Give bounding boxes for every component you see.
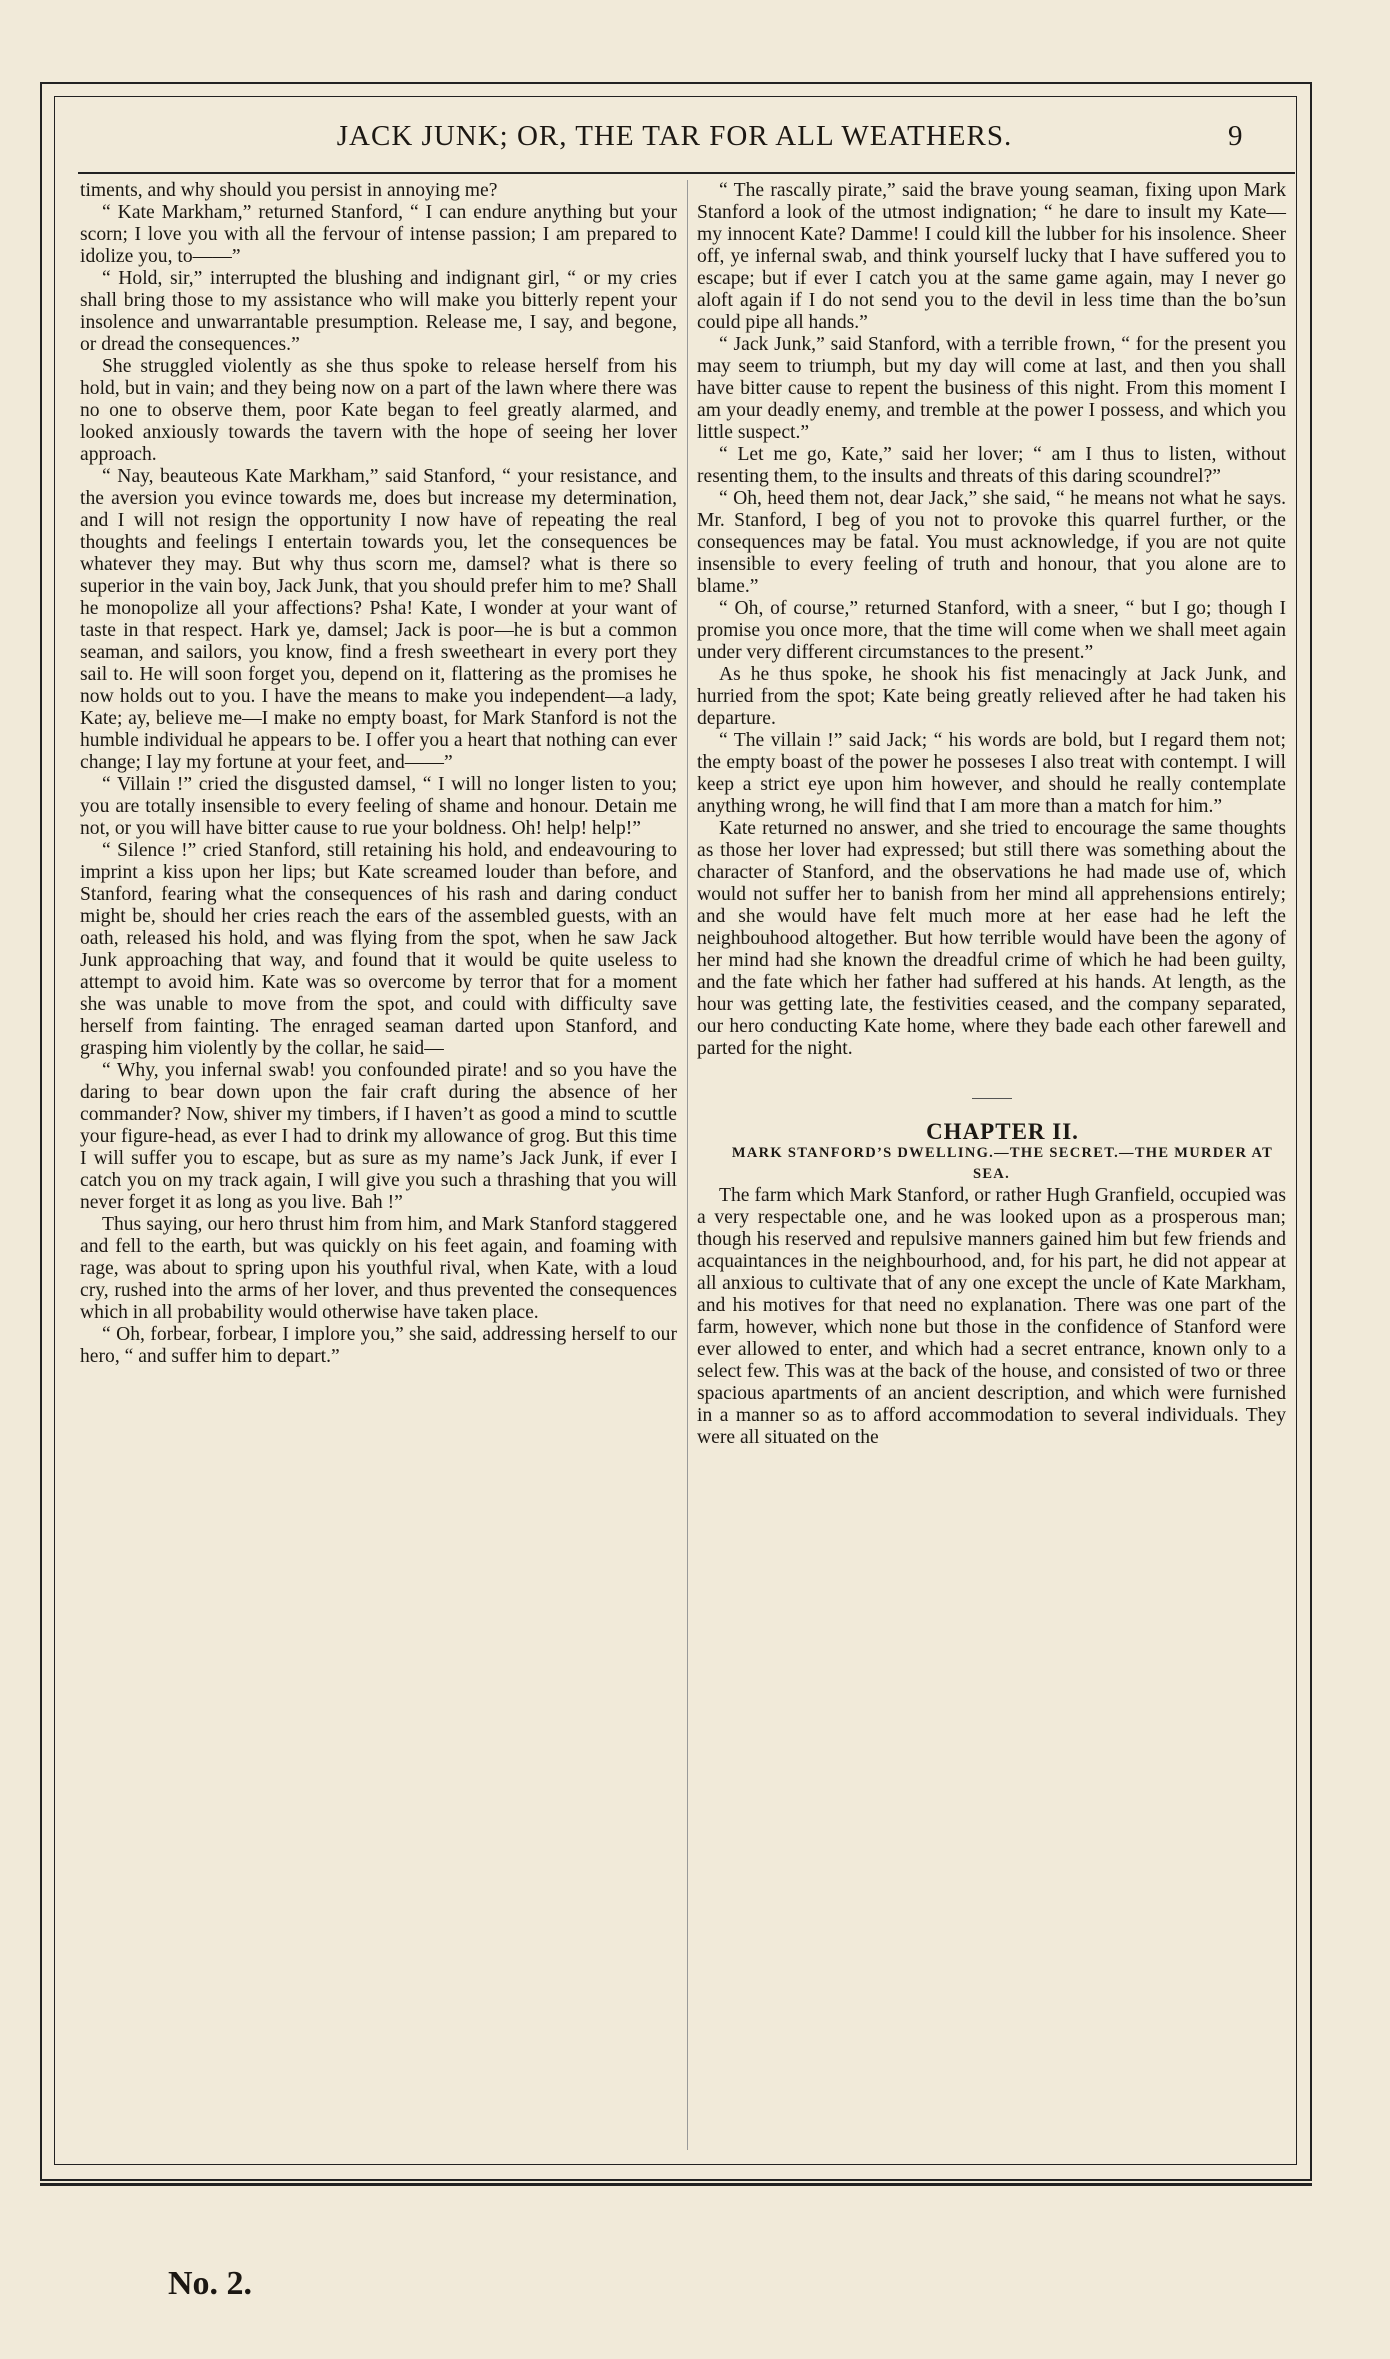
paragraph: “ Nay, beauteous Kate Markham,” said Stanford, “ your resistance, and the aversion you evince towards me, does but increase my determination, and I will not resign the opportunity I now have of repeating the real thoughts and feelings I entertain towards you, let the consequences be whatever they may. But why thus scorn me, damsel? what is there so superior in the vain boy, Jack Junk, that you should prefer him to me? Shall he monopolize all your affections? Psha! Kate, I wonder at your want of taste in that respect. Hark ye, damsel; Jack is poor—he is but a common seaman, and sailors, you know, find a fresh sweetheart in every port they sail to. He will soon forget you, depend on it, flattering as the promises he now holds out to you. I have the means to make you independent—a lady, Kate; ay, believe me—I make no empty boast, for Mark Stanford is not the humble individual he appears to be. I offer you a heart that nothing can ever change; I lay my fortune at your feet, and——” — [80, 466, 677, 773]
paragraph: “ Oh, heed them not, dear Jack,” she said, “ he means not what he says. Mr. Stanford, I beg of you not to provoke this quarrel further, or the consequences may be fatal. You must acknowledge, if you are not quite insensible to every feeling of truth and honour, that you alone are to blame.” — [697, 488, 1286, 597]
paragraph: “ Oh, of course,” returned Stanford, with a sneer, “ but I go; though I promise you once more, that the time will come when we shall meet again under very different circumstances to the present.” — [697, 598, 1286, 663]
paragraph: “ Jack Junk,” said Stanford, with a terrible frown, “ for the present you may seem to triumph, but my day will come at last, and then you shall have bitter cause to repent the business of this night. From this moment I am your deadly enemy, and tremble at the power I possess, and which you little suspect.” — [697, 334, 1286, 443]
paragraph: Kate returned no answer, and she tried to encourage the same thoughts as those her lover had expressed; but still there was something about the character of Stanford, and the observations he had made use of, which would not suffer her to banish from her mind all apprehensions entirely; and she would have felt much more at her ease had he left the neighbouhood altogether. But how terrible would have been the agony of her mind had she known the dreadful crime of which he had been guilty, and the fate which her father had suffered at his hands. At length, as the hour was getting late, the festivities ceased, and the company separated, our hero conducting Kate home, where they bade each other farewell and parted for the night. — [697, 818, 1286, 1059]
running-title: JACK JUNK; OR, THE TAR FOR ALL WEATHERS. — [336, 120, 1013, 152]
bottom-rule — [40, 2183, 1312, 2186]
paragraph: “ Hold, sir,” interrupted the blushing and indignant girl, “ or my cries shall bring those to my assistance who will make you bitterly repent your insolence and unwarrantable presumption. Release me, I say, and begone, or dread the consequences.” — [80, 268, 677, 355]
paragraph: Thus saying, our hero thrust him from him, and Mark Stanford staggered and fell to the earth, but was quickly on his feet again, and foaming with rage, was about to spring upon his youthful rival, when Kate, with a loud cry, rushed into the arms of her lover, and thus prevented the consequences which in all probability would otherwise have taken place. — [80, 1214, 677, 1323]
chapter-text — [697, 1185, 1286, 1449]
paragraph: She struggled violently as she thus spoke to release herself from his hold, but in vain; and they being now on a part of the lawn where there was no one to observe them, poor Kate began to feel greatly alarmed, and looked anxiously towards the tavern with the hope of seeing her lover approach. — [80, 356, 677, 465]
paragraph: timents, and why should you persist in annoying me? — [80, 180, 498, 201]
paragraph: As he thus spoke, he shook his fist menacingly at Jack Junk, and hurried from the spot; Kate being greatly relieved after he had taken his departure. — [697, 664, 1286, 729]
paragraph: “ Villain !” cried the disgusted damsel, “ I will no longer listen to you; you are totally insensible to every feeling of shame and honour. Detain me not, or you will have bitter cause to rue your boldness. Oh! help! help!” — [80, 774, 677, 839]
paragraph: “ The villain !” said Jack; “ his words are bold, but I regard them not; the empty boast of the power he posseses I also treat with contempt. I will keep a strict eye upon him however, and should he really contemplate anything wrong, he will find that I am more than a match for him.” — [697, 730, 1286, 817]
issue-number: No. 2. — [168, 2265, 253, 2302]
chapter-title: CHAPTER II. — [926, 1119, 1079, 1144]
paragraph: The farm which Mark Stanford, or rather Hugh Granfield, occupied was a very respectable one, and he was looked upon as a prosperous man; though his reserved and repulsive manners gained him but few friends and acquaintances in the neighbourhood, and, for his part, he did not appear at all anxious to cultivate that of any one except the uncle of Kate Markham, and his motives for that need no explanation. There was one part of the farm, however, which none but those in the confidence of Stanford were ever allowed to enter, and which had a secret entrance, known only to a select few. This was at the back of the house, and consisted of two or three spacious apartments of an ancient description, and which were furnished in a manner so as to afford accommodation to several individuals. They were all situated on the — [697, 1185, 1286, 1448]
right-column-text — [697, 180, 1286, 1060]
chapter-separator — [972, 1098, 1012, 1099]
paragraph: “ Why, you infernal swab! you confounded pirate! and so you have the daring to bear down upon the fair craft during the absence of her commander? Now, shiver my timbers, if I haven’t as good a mind to scuttle your figure-head, as ever I had to drink my allowance of grog. But this time I will suffer you to escape, but as sure as my name’s Jack Junk, if ever I catch you on my track again, I will give you such a thrashing that you will never forget it as long as you live. Bah !” — [80, 1060, 677, 1213]
right-column — [697, 180, 1286, 1449]
paragraph: “ The rascally pirate,” said the brave young seaman, fixing upon Mark Stanford a look of the utmost indignation; “ he dare to insult my Kate—my innocent Kate? Damme! I could kill the lubber for his insolence. Sheer off, ye infernal swab, and think yourself lucky that I have suffered you to escape; but if ever I catch you at the same game again, may I never go aloft again if I do not send you to the devil in less time than the bo’sun could pipe all hands.” — [697, 180, 1286, 333]
paragraph: “ Let me go, Kate,” said her lover; “ am I thus to listen, without resenting them, to the insults and threats of this daring scoundrel?” — [697, 444, 1286, 487]
column-divider — [687, 180, 688, 2150]
paragraph: “ Kate Markham,” returned Stanford, “ I can endure anything but your scorn; I love you with all the fervour of intense passion; I am prepared to idolize you, to——” — [80, 202, 677, 267]
paragraph: “ Silence !” cried Stanford, still retaining his hold, and endeavouring to imprint a kiss upon her lips; but Kate screamed louder than before, and Stanford, fearing what the consequences of his rash and daring conduct might be, should her cries reach the ears of the assembled guests, with an oath, released his hold, and was flying from the spot, when he saw Jack Junk approaching that way, and found that it would be quite useless to attempt to avoid him. Kate was so overcome by terror that for a moment she was unable to move from the spot, and could with difficulty save herself from fainting. The enraged seaman darted upon Stanford, and grasping him violently by the collar, he said— — [80, 840, 677, 1059]
left-column — [80, 180, 677, 1368]
page-number: 9 — [1228, 120, 1243, 152]
header-rule — [78, 172, 1295, 174]
chapter-subtitle: MARK STANFORD’S DWELLING.—THE SECRET.—THE MURDER AT SEA. — [731, 1145, 1274, 1182]
paragraph: “ Oh, forbear, forbear, I implore you,” she said, addressing herself to our hero, “ and suffer him to depart.” — [80, 1324, 677, 1367]
